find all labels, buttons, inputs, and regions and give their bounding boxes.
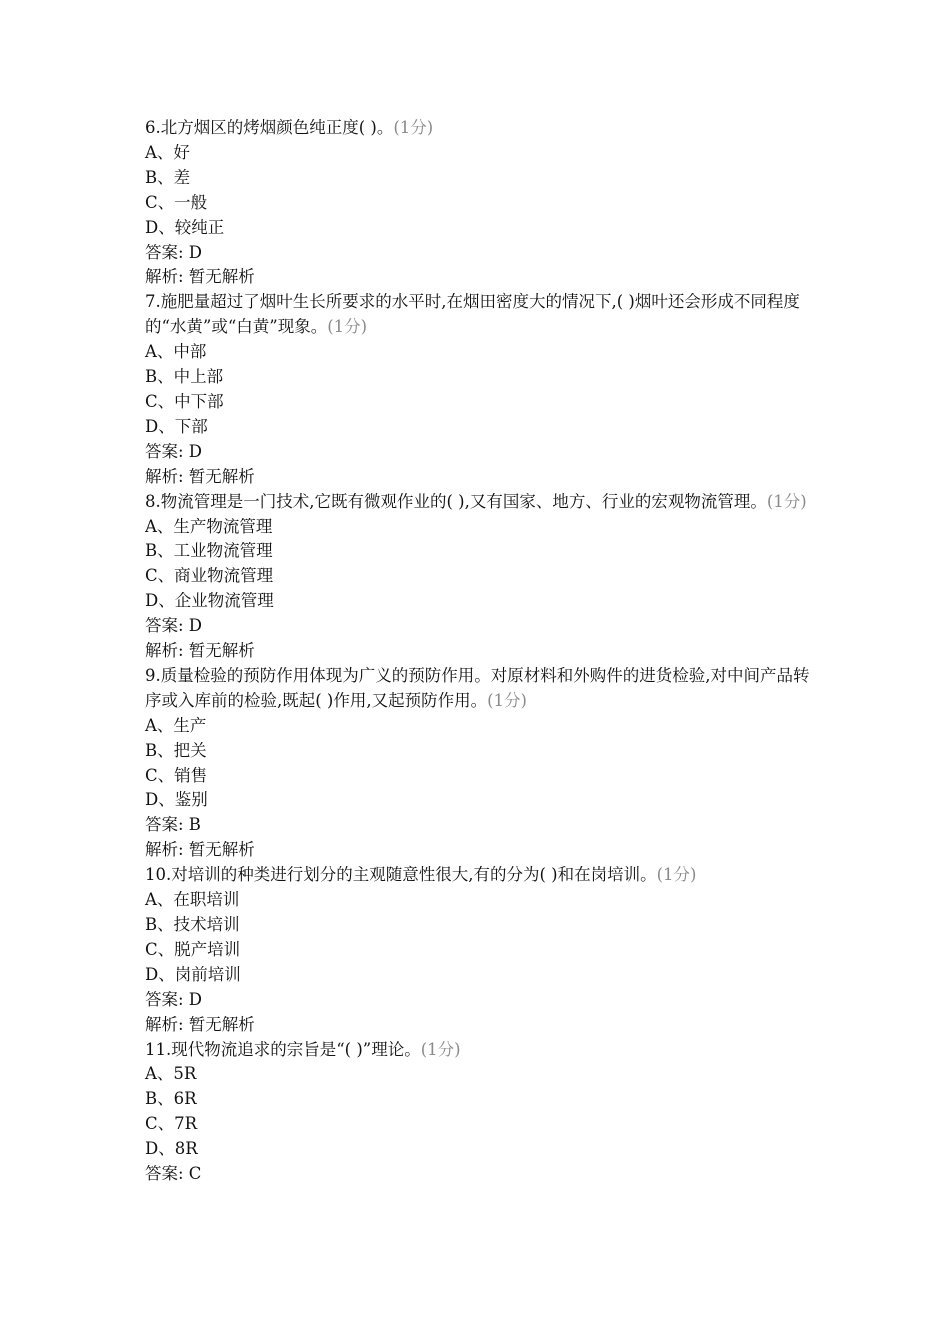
question-text: 11.现代物流追求的宗旨是“( )”理论。(1分) [145, 1039, 461, 1059]
analysis-line: 解析: 暂无解析 [145, 1014, 255, 1034]
option-a: A、中部 [145, 342, 207, 362]
option-b: B、中上部 [145, 367, 224, 387]
question-text: 10.对培训的种类进行划分的主观随意性很大,有的分为( )和在岗培训。(1分) [145, 865, 697, 885]
option-b: B、差 [145, 167, 191, 187]
answer-line: 答案: D [145, 242, 203, 262]
option-c: C、脱产培训 [145, 939, 241, 959]
answer-line: 答案: D [145, 616, 203, 636]
option-a: A、5R [145, 1064, 197, 1084]
option-d: D、较纯正 [145, 217, 225, 237]
analysis-line: 解析: 暂无解析 [145, 267, 255, 287]
answer-line: 答案: D [145, 989, 203, 1009]
option-a: A、生产 [145, 715, 207, 735]
answer-line: 答案: B [145, 815, 201, 835]
score-label: (1分) [766, 491, 807, 511]
question-text: 7.施肥量超过了烟叶生长所要求的水平时,在烟田密度大的情况下,( )烟叶还会形成不同程度的“水黄”或“白黄”现象。(1分) [145, 292, 800, 337]
option-d: D、8R [145, 1139, 198, 1159]
score-label: (1分) [656, 865, 697, 885]
option-d: D、企业物流管理 [145, 591, 274, 611]
analysis-line: 解析: 暂无解析 [145, 466, 255, 486]
question-text: 8.物流管理是一门技术,它既有微观作业的( ),又有国家、地方、行业的宏观物流管理。(1分) [145, 491, 807, 511]
option-d: D、下部 [145, 416, 208, 436]
option-a: A、在职培训 [145, 890, 240, 910]
option-b: B、技术培训 [145, 915, 240, 934]
option-b: B、6R [145, 1089, 197, 1109]
score-label: (1分) [393, 118, 434, 137]
score-label: (1分) [420, 1039, 461, 1059]
analysis-line: 解析: 暂无解析 [145, 840, 255, 860]
option-d: D、岗前培训 [145, 964, 241, 984]
analysis-line: 解析: 暂无解析 [145, 641, 255, 661]
question-9 [145, 664, 825, 863]
question-7 [145, 290, 825, 489]
option-a: A、好 [145, 142, 190, 162]
option-c: C、销售 [145, 765, 208, 785]
answer-line: 答案: D [145, 441, 203, 461]
question-text: 9.质量检验的预防作用体现为广义的预防作用。对原材料和外购件的进货检验,对中间产品转序或入库前的检验,既起( )作用,又起预防作用。(1分) [145, 665, 810, 710]
question-6 [145, 116, 825, 290]
answer-line: 答案: C [145, 1164, 202, 1184]
option-b: B、工业物流管理 [145, 541, 273, 561]
question-10 [145, 863, 825, 1037]
option-c: C、一般 [145, 192, 208, 212]
question-list [145, 116, 825, 1187]
option-a: A、生产物流管理 [145, 516, 273, 536]
score-label: (1分) [327, 317, 368, 337]
question-8 [145, 490, 825, 664]
question-11 [145, 1038, 825, 1187]
question-text: 6.北方烟区的烤烟颜色纯正度( )。(1分) [145, 118, 434, 137]
option-b: B、把关 [145, 740, 207, 760]
option-d: D、鉴别 [145, 790, 208, 810]
option-c: C、商业物流管理 [145, 566, 274, 586]
option-c: C、7R [145, 1114, 198, 1134]
score-label: (1分) [487, 690, 527, 710]
option-c: C、中下部 [145, 391, 224, 411]
